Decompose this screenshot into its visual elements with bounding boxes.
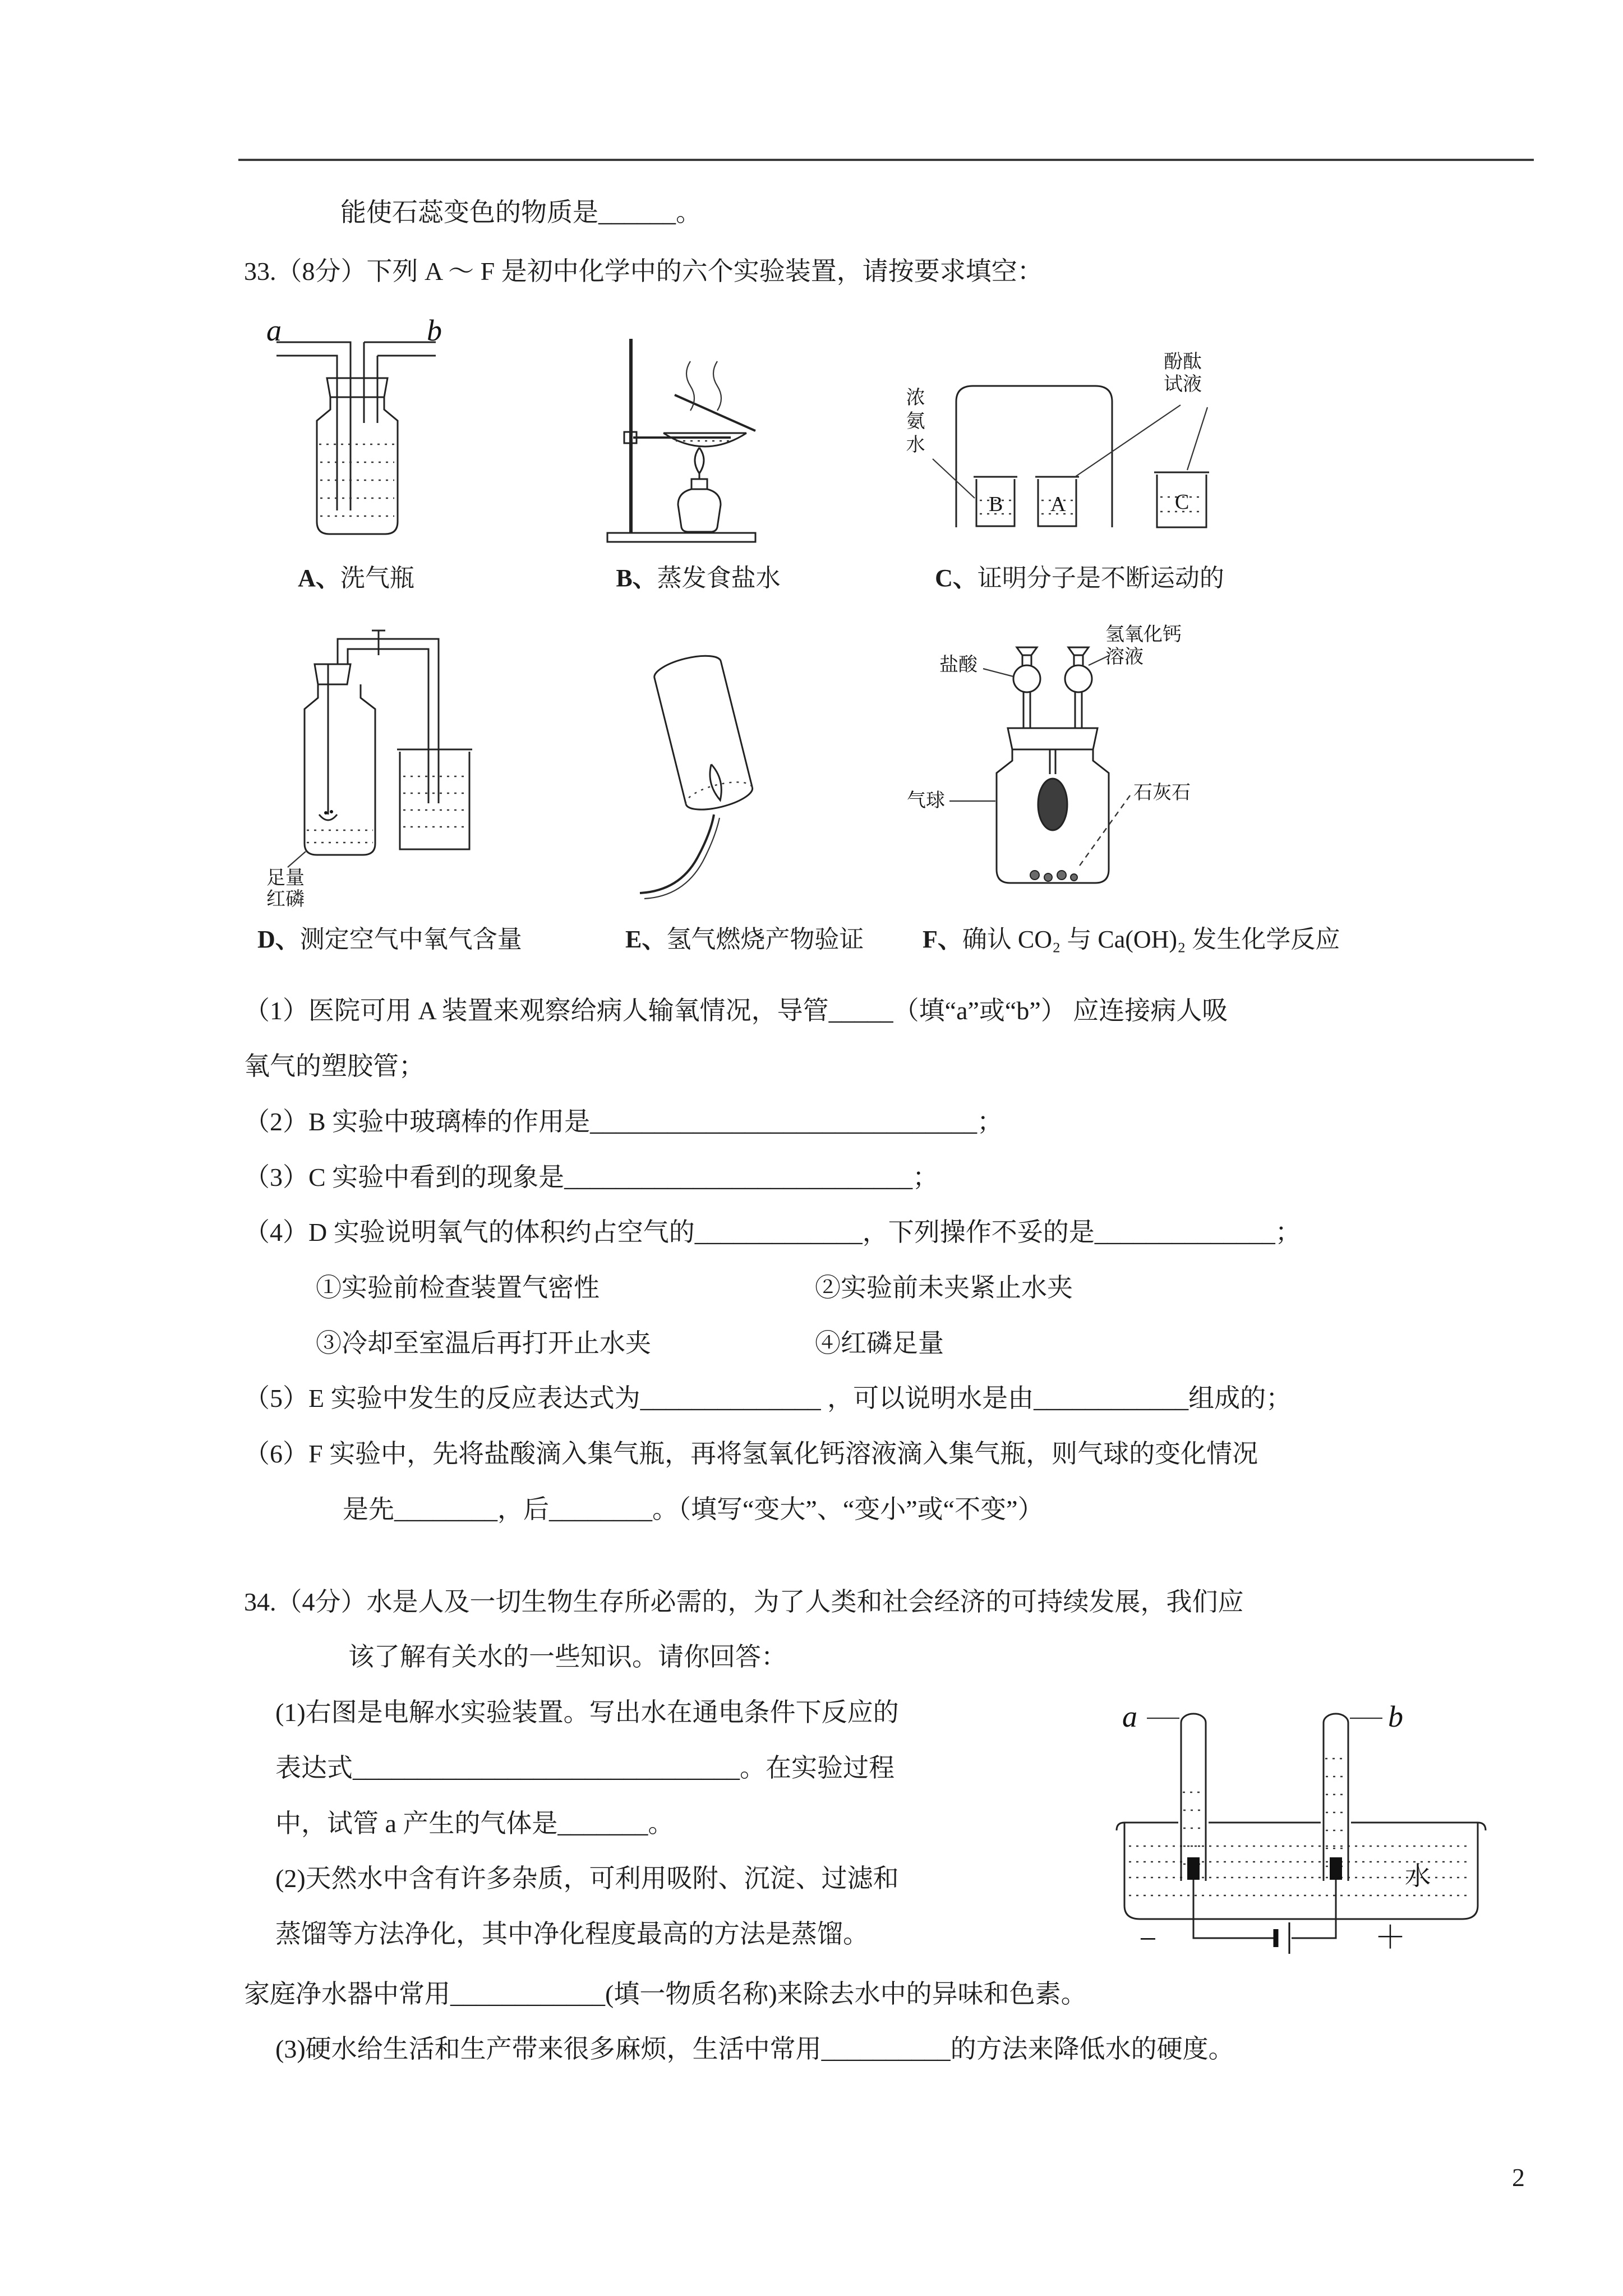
q33-option-row-2 (244, 1327, 1534, 1361)
glass-rod (675, 395, 755, 431)
apparatus-D-caption (257, 919, 522, 955)
q34-text-column (244, 1696, 1052, 1973)
phosphorus-leader (288, 852, 306, 867)
apparatus-F-co2-caoh2 (907, 624, 1340, 955)
caoh2-label-line2: 溶液 (1105, 647, 1144, 668)
phosphorus-dot (324, 811, 328, 815)
evaporation-drawing (592, 307, 805, 549)
outlet-tube (364, 342, 436, 423)
stopper (1008, 728, 1098, 749)
port-a-label: a (266, 314, 282, 348)
apparatus-E-hydrogen-burning (625, 629, 864, 955)
apparatus-D-letter: D、 (257, 926, 300, 954)
co2-caoh2-art (907, 624, 1197, 910)
phosphorus-label-line2: 红磷 (266, 889, 305, 910)
water-beaker (397, 749, 472, 849)
apparatus-row-1 (244, 307, 1534, 593)
tube-a-label: a (1122, 1700, 1137, 1734)
dropper-stems (1023, 692, 1082, 728)
q34-hardwater-line: (3)硬水给生活和生产带来很多麻烦，生活中常用__________的方法来降低水的硬度。 (275, 2035, 1234, 2064)
cup-body (652, 651, 752, 804)
molecular-motion-art (900, 352, 1259, 549)
page-content (244, 0, 1534, 2088)
q33-line-6a: （6）F 实验中，先将盐酸滴入集气瓶，再将氢氧化钙溶液滴入集气瓶，则气球的变化情况 (244, 1439, 1258, 1469)
q34-stem-line1: 34.（4分）水是人及一切生物生存所必需的，为了人类和社会经济的可持续发展，我们应 (244, 1587, 1244, 1616)
electrode-b (1330, 1857, 1342, 1880)
beaker-B-letter: B (989, 493, 1003, 517)
cover-beaker (956, 386, 1112, 527)
beaker-A-letter: A (1050, 493, 1066, 517)
q33-line-1a: （1）医院可用 A 装置来观察给病人输氧情况，导管_____（填“a”或“b”） 应连接病人吸 (244, 996, 1228, 1025)
apparatus-B-caption-text: 蒸发食盐水 (657, 564, 781, 592)
q33-option-row-1 (244, 1271, 1534, 1305)
flask-water (307, 830, 373, 843)
hcl-label: 盐酸 (939, 655, 978, 676)
q33-option-3: ③冷却至室温后再打开止水夹 (316, 1328, 651, 1358)
limestone-label: 石灰石 (1133, 783, 1191, 804)
apparatus-row-2 (244, 624, 1534, 955)
gas-tube-inner (644, 818, 720, 899)
apparatus-F-caption (923, 919, 1340, 955)
apparatus-A-caption-text: 洗气瓶 (340, 564, 414, 592)
apparatus-E-caption (625, 919, 864, 955)
limestone-rock (1044, 873, 1052, 881)
hcl-leader (983, 669, 1013, 677)
apparatus-B-caption (592, 558, 805, 593)
caoh2-label-line1: 氢氧化钙 (1105, 624, 1182, 646)
q33-line-5: （5）E 实验中发生的反应表达式为______________ ，可以说明水是由____________组成的； (244, 1384, 1292, 1413)
hcl-dropper-bulb (1013, 665, 1040, 692)
caoh2-dropper-bulb (1065, 665, 1092, 692)
apparatus-B-letter: B、 (616, 564, 657, 592)
wires (1193, 1880, 1336, 1938)
phenolphthalein-leader-1 (1075, 405, 1181, 477)
electrolysis-figure (1068, 1696, 1534, 1973)
washing-bottle-art (261, 314, 451, 549)
apparatus-A-washing-bottle (261, 314, 451, 593)
washing-bottle-drawing (261, 324, 451, 549)
apparatus-C-molecular-motion (900, 352, 1259, 593)
balloon (1038, 779, 1067, 830)
q34-section (244, 1585, 1534, 2067)
q33-line-3: （3）C 实验中看到的现象是___________________________； (244, 1162, 939, 1191)
combustion-spoon (319, 815, 337, 820)
test-tube-b (1324, 1714, 1348, 1881)
port-b-label: b (427, 314, 442, 348)
electrolysis-art (1068, 1696, 1534, 1959)
apparatus-D-caption-text: 测定空气中氧气含量 (299, 926, 522, 954)
q33-option-1: ①实验前检查装置气密性 (316, 1273, 600, 1303)
limestone-leader (1078, 795, 1130, 867)
q34-body-line-2: 表达式______________________________。在实验过程 (275, 1753, 895, 1782)
apparatus-B-evaporation (592, 307, 805, 593)
balloon-tube (1050, 749, 1055, 774)
caoh2-dropper-top (1068, 647, 1089, 665)
q34-filter-line: 家庭净水器中常用____________(填一物质名称)来除去水中的异味和色素。 (244, 1979, 1087, 2008)
molecular-motion-drawing (900, 358, 1259, 549)
tube-b-liquid (1325, 1759, 1347, 1866)
apparatus-A-letter: A、 (298, 564, 340, 592)
trough-rim (1117, 1823, 1486, 1830)
apparatus-A-caption (261, 558, 451, 593)
apparatus-F-caption-text: 确认 CO₂ 与 Ca(OH)₂ 发生化学反应 (962, 926, 1340, 954)
bottle-body (317, 397, 398, 534)
flame (695, 448, 704, 473)
inlet-tube (276, 342, 351, 510)
phenolphthalein-label-line2: 试液 (1164, 374, 1202, 395)
q33-option-4: ④红磷足量 (815, 1328, 944, 1358)
page-number: 2 (1512, 2163, 1525, 2192)
apparatus-C-letter: C、 (935, 564, 978, 592)
beaker-water (403, 776, 466, 827)
q33-stem: 33.（8分）下列 A ～ F 是初中化学中的六个实验装置，请按要求填空： (244, 256, 1043, 286)
pinch-clamp (372, 631, 385, 655)
phosphorus-label-line1: 足量 (266, 868, 305, 889)
phenolphthalein-leader-2 (1187, 407, 1207, 470)
q34-body-line-5: 蒸馏等方法净化，其中净化程度最高的方法是蒸馏。 (275, 1919, 869, 1948)
plus-terminal-label: ＋ (1375, 1921, 1406, 1956)
apparatus-F-letter: F、 (923, 926, 962, 954)
evaporating-dish (663, 433, 746, 447)
lead-line: 能使石蕊变色的物质是______。 (340, 198, 702, 227)
phenolphthalein-label-line1: 酚酞 (1164, 352, 1202, 373)
balloon-label: 气球 (907, 790, 945, 812)
tube-a-liquid (1183, 1792, 1204, 1864)
gas-tube (640, 815, 714, 893)
ammonia-leader (933, 459, 975, 498)
beaker-C-letter: C (1175, 490, 1189, 514)
q34-body-line-3: 中，试管 a 产生的气体是_______。 (275, 1809, 674, 1838)
connecting-tube (338, 639, 439, 803)
apparatus-C-caption (900, 558, 1259, 593)
limestone-rock (1030, 871, 1039, 880)
q33-line-1b: 氧气的塑胶管； (244, 1052, 425, 1081)
header-rule (238, 159, 1534, 161)
inverted-cup (652, 651, 755, 815)
q34-body (244, 1696, 1534, 1973)
oxygen-measure-art (250, 629, 491, 910)
test-tube-a (1181, 1714, 1206, 1881)
q33-option-2: ②实验前未夹紧止水夹 (815, 1273, 1073, 1303)
q34-stem-line2: 该了解有关水的一些知识。请你回答： (348, 1642, 787, 1672)
stand-base (607, 533, 755, 542)
apparatus-E-letter: E、 (625, 926, 667, 954)
hydrogen-burning-art (625, 629, 805, 910)
electrode-a (1187, 1857, 1200, 1880)
water-label: 水 (1405, 1862, 1431, 1891)
apparatus-E-caption-text: 氢气燃烧产物验证 (666, 926, 864, 954)
hydrogen-burning-drawing (625, 629, 805, 910)
electrolysis-drawing (1068, 1696, 1534, 1959)
ammonia-label: 浓氨水 (903, 387, 924, 458)
minus-terminal-label: − (1139, 1922, 1157, 1957)
liquid (319, 444, 395, 516)
lamp-cap (691, 479, 707, 489)
q33-questions (244, 994, 1534, 1526)
flask-body (305, 684, 375, 855)
alcohol-lamp (678, 489, 721, 532)
evaporation-art (592, 307, 805, 549)
apparatus-D-oxygen-measure (250, 629, 522, 955)
phosphorus-dot (330, 810, 333, 813)
q33-line-4: （4）D 实验说明氧气的体积约占空气的_____________，下列操作不妥的是______________； (244, 1218, 1301, 1247)
apparatus-C-caption-text: 证明分子是不断运动的 (977, 564, 1224, 592)
stopper (327, 378, 388, 397)
limestone-rock (1057, 871, 1066, 880)
hcl-dropper-top (1017, 647, 1037, 665)
tube-b-label: b (1388, 1700, 1403, 1734)
q34-body-line-4: (2)天然水中含有许多杂质，可利用吸附、沉淀、过滤和 (275, 1864, 899, 1893)
q33-line-2: （2）B 实验中玻璃棒的作用是______________________________； (244, 1107, 1003, 1136)
q34-body-line-1: (1)右图是电解水实验装置。写出水在通电条件下反应的 (275, 1698, 899, 1727)
limestone-rock (1071, 874, 1077, 881)
stopper (315, 664, 351, 684)
hydrogen-flame (707, 763, 725, 802)
q33-line-6b: 是先________，后________。（填写“变大”、“变小”或“不变”） (343, 1494, 1044, 1524)
